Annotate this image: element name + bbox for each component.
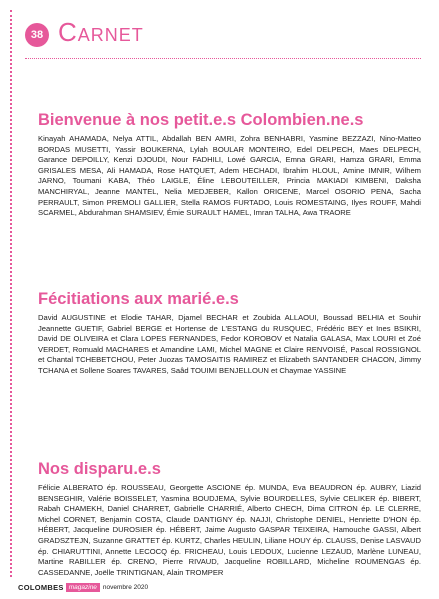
weddings-heading: Fécitiations aux marié.e.s <box>38 290 239 308</box>
weddings-list: David AUGUSTINE et Elodie TAHAR, Djamel BECHAR et Zoubida ALLAOUI, Boussad BELHIA et Souhir Jeannette GUETIF, Gabriel BERGE et Hortense de L'ESTANG du RUSQUEC, Frédéric BEY et Ines BSIKRI, David DE OLIVEIRA et Clara LOPES FERNANDES, Fedor KOROBOV et Natalia GALASA, Max LOURI et Zoé VERDET, Romuald MACHARES et Amandine LAMI, Michel MAGNE et Claire RENVOISÉ, Pascal ROSSIGNOL et Chantal TCHEBETCHOU, Peter Juozas TAMOSAITIS RAMIREZ et Elizabeth SANTANDER CHACON, Jimmy TCHANA et Sollene Soares TAVARES, Saâd TOUIMI BENJELLOUN et Chaymae YASSINE <box>38 313 421 375</box>
births-heading: Bienvenue à nos petit.e.s Colombien.ne.s <box>38 111 364 129</box>
footer <box>18 583 148 592</box>
footer-issue: novembre 2020 <box>102 584 149 591</box>
left-dotted-rule <box>10 10 12 577</box>
deaths-heading: Nos disparu.e.s <box>38 460 161 478</box>
header-dotted-rule <box>25 58 421 59</box>
births-section <box>38 110 421 219</box>
page-number-badge: 38 <box>25 23 49 47</box>
weddings-section <box>38 289 421 377</box>
footer-magazine-tag: magazine <box>66 583 100 592</box>
births-list: Kinayah AHAMADA, Nelya ATTIL, Abdallah BEN AMRI, Zohra BENHABRI, Yasmine BEZZAZI, Nino-Matteo BORDAS MUSETTI, Yassir BOUKERNA, Lylah BOULAR MONTEIRO, Edel DELPECH, Maes DELPECH, Garance DEPOILLY, Kenzi DJOUDI, Nour FADHILI, Lowé GARCIA, Emna GRARI, Hamza GRARI, Emma GRISALES MESA, Ali HAMADA, Rose HATQUET, Adem HECHADI, Ibrahim HLOUL, Amine IMNIR, Wilhem JARNO, Toumani KABA, Théo LAIGLE, Éline LEBOUTEILLER, Princia MAKIADI KIMBENI, Daksha MANCHIRYAL, Jeanne MANTEL, Nelia MEDJEBER, Kallon ORICENE, Marcel OSORIO PENA, Sacha PERRAULT, Simon PREMOLI GALLIER, Stella RAMOS FURTADO, Louis ROMESTAING, Ilyes ROUFF, Mahdi SCARMEL, Abdurahman SHAMSIEV, Émie SURAULT HAMEL, Imran TALHA, Awa TRAORE <box>38 134 421 218</box>
section-title: Carnet <box>58 17 144 47</box>
deaths-list: Félicie ALBERATO ép. ROUSSEAU, Georgette ASCIONE ép. MUNDA, Eva BEAUDRON ép. AUBRY, Liazid BENSEGHIR, Valérie BOISSELET, Yasmina BOUDJEMA, Sylvie BOURDELLES, Sylvie CELIKER ép. BIBERT, Rabah CHAMEKH, Daniel CHARRET, Gabrielle CHARRIÉ, Alberto CHECH, Dima CITRON ép. LE CLERRE, Michel CORNET, Benjamin COSTA, Claude DANTIGNY ép. NAJJI, Christophe DENIEL, Henriette D'HON ép. HÉBERT, Jacqueline DUROSIER ép. HÉBERT, Jaime Augusto GASPAR TEIXEIRA, Hamouche GASSI, Albert GRADSZTEJN, Suzanne GRATTET ép. KURTZ, Charles HEULIN, Liliane HOUY ép. CLAUSS, Denise LASVAUD ép. CHIARUTTINI, Annette LECOCQ ép. FRICHEAU, Louis LEDOUX, Lucienne LEZAUD, Marlène LUNEAU, Martine RABILLER ép. CRENO, Pierre RIVAUD, Jacqueline ROBILLARD, Micheline ROUMENGAS ép. CASSEDANNE, Joëlle TRINTIGNAN, Alain TROMPER <box>38 483 421 577</box>
deaths-section <box>38 459 421 578</box>
footer-brand: COLOMBES <box>18 583 64 592</box>
